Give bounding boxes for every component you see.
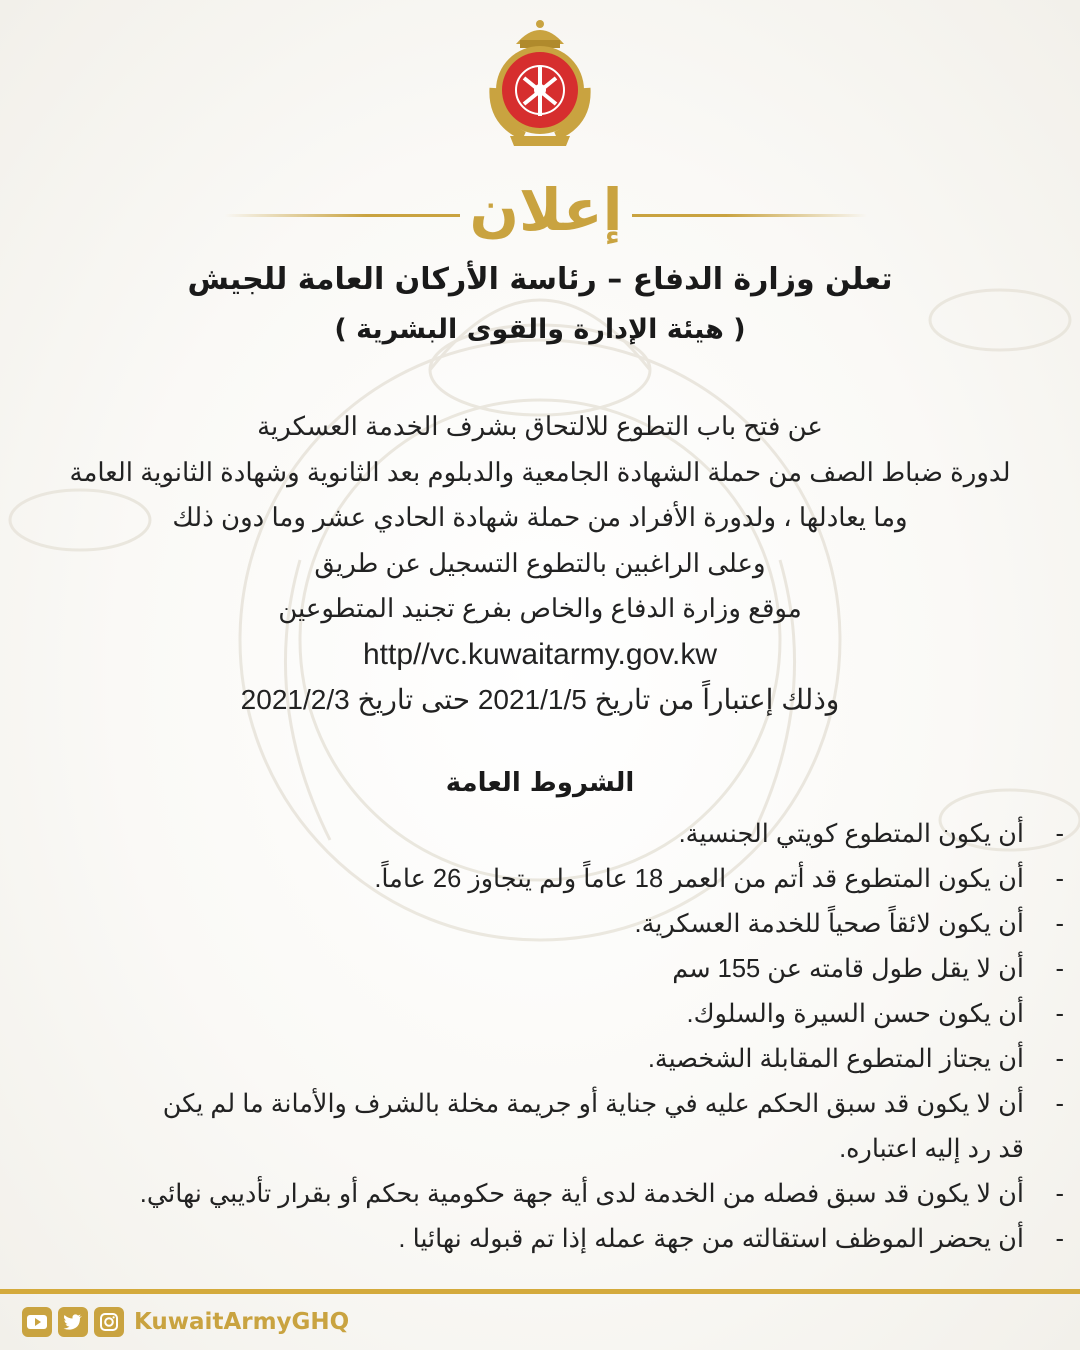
condition-continuation: قد رد إليه اعتباره. (839, 1135, 1024, 1163)
conditions-list (20, 812, 1070, 1262)
headline-line-2: ( هيئة الإدارة والقوى البشرية ) (334, 314, 746, 345)
twitter-icon[interactable] (58, 1307, 88, 1337)
condition-item: - أن يحضر الموظف استقالته من جهة عمله إذا تم قبوله نهائيا . (398, 1225, 1064, 1253)
registration-dates: وذلك إعتباراً من تاريخ 2021/1/5 حتى تاريخ 2021/2/3 (240, 684, 840, 715)
announcement-header (0, 170, 1080, 250)
registration-url[interactable]: http//vc.kuwaitarmy.gov.kw (363, 637, 717, 671)
gold-divider-left (225, 214, 460, 217)
condition-item: - أن يكون لائقاً صحياً للخدمة العسكرية. (634, 910, 1064, 938)
body-line: وما يعادلها ، ولدورة الأفراد من حملة شهادة الحادي عشر وما دون ذلك (172, 502, 908, 532)
condition-item: - أن لا يقل طول قامته عن 155 سم (672, 955, 1064, 983)
condition-item: - أن يكون حسن السيرة والسلوك. (686, 1000, 1064, 1028)
social-bar (22, 1302, 349, 1342)
gold-divider-right (632, 214, 867, 217)
body-line: وعلى الراغبين بالتطوع التسجيل عن طريق (314, 547, 766, 578)
condition-item: - أن يكون المتطوع كويتي الجنسية. (678, 820, 1064, 848)
body-line: لدورة ضباط الصف من حملة الشهادة الجامعية والدبلوم بعد الثانوية وشهادة الثانوية العامة (69, 456, 1011, 487)
general-hq-emblem (480, 18, 600, 148)
youtube-icon[interactable] (22, 1307, 52, 1337)
condition-item: - أن يكون المتطوع قد أتم من العمر 18 عاماً ولم يتجاوز 26 عاماً. (374, 865, 1064, 893)
condition-item: - أن لا يكون قد سبق فصله من الخدمة لدى أية جهة حكومية بحكم أو بقرار تأديبي نهائي. (139, 1180, 1064, 1208)
instagram-icon[interactable] (94, 1307, 124, 1337)
body-line: عن فتح باب التطوع للالتحاق بشرف الخدمة العسكرية (257, 411, 823, 441)
social-handle[interactable]: KuwaitArmyGHQ (134, 1309, 350, 1335)
body-line: موقع وزارة الدفاع والخاص بفرع تجنيد المتطوعين (278, 593, 802, 623)
footer-gold-line (0, 1289, 1080, 1294)
condition-item: - أن لا يكون قد سبق الحكم عليه في جناية أو جريمة مخلة بالشرف والأمانة ما لم يكن قد رد إليه اعتباره. (20, 1082, 1070, 1172)
headline-line-1: تعلن وزارة الدفاع – رئاسة الأركان العامة للجيش (187, 262, 893, 297)
conditions-title: الشروط العامة (445, 768, 635, 798)
announcement-title: إعلان (469, 176, 623, 244)
condition-item: - أن يجتاز المتطوع المقابلة الشخصية. (647, 1045, 1064, 1073)
announcement-body (0, 404, 1080, 723)
